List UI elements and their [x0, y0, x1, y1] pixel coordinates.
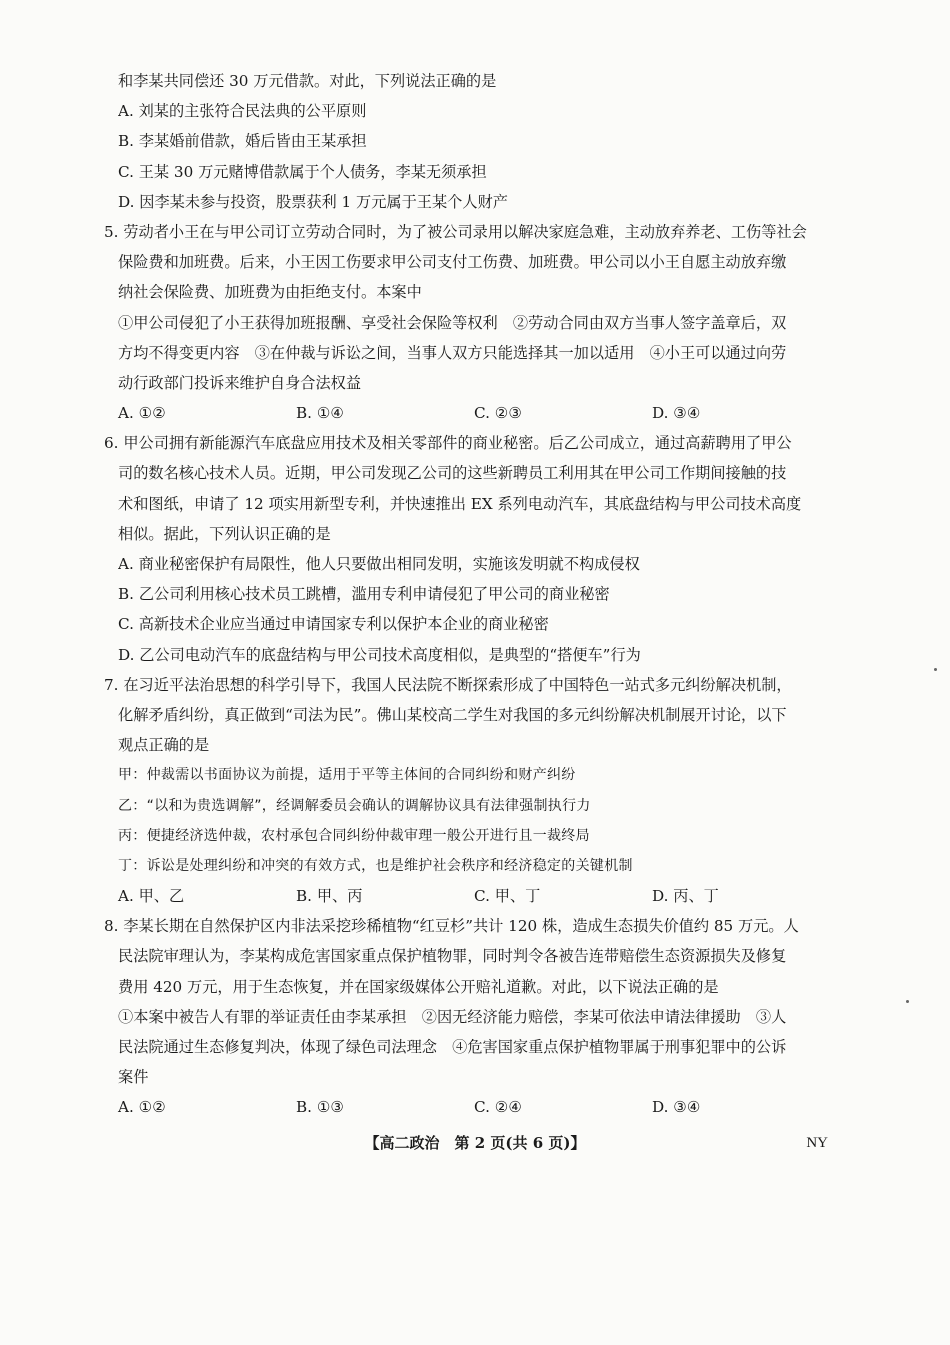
question-5: 5. 劳动者小王在与甲公司订立劳动合同时，为了被公司录用以解决家庭急难，主动放弃养老、工伤等社会 [104, 222, 807, 241]
text-line: 保险费和加班费。后来，小王因工伤要求甲公司支付工伤费、加班费。甲公司以小王自愿主动放弃缴 [118, 253, 787, 272]
option-d: D. 丙、丁 [652, 887, 719, 906]
option-b: B. ①③ [296, 1098, 345, 1117]
option-c: C. ②④ [474, 1098, 522, 1117]
page-content [104, 66, 830, 1123]
page-number: 【高二政治 第 2 页(共 6 页)】 [364, 1134, 586, 1152]
option-a: A. 商业秘密保护有局限性，他人只要做出相同发明，实施该发明就不构成侵权 [118, 555, 640, 573]
scan-speck [906, 1000, 909, 1003]
text-line: 和李某共同偿还 30 万元借款。对此，下列说法正确的是 [118, 72, 497, 90]
text-line: 纳社会保险费、加班费为由拒绝支付。本案中 [118, 283, 422, 302]
statement-line: 民法院通过生态修复判决，体现了绿色司法理念 ④危害国家重点保护植物罪属于刑事犯罪中的公诉 [118, 1038, 787, 1056]
footer-code: NY [806, 1135, 828, 1151]
option-c: C. 高新技术企业应当通过申请国家专利以保护本企业的商业秘密 [118, 615, 549, 634]
option-b: B. 甲、丙 [296, 887, 363, 906]
statement-line: 案件 [118, 1068, 149, 1087]
viewpoint-jia: 甲：仲裁需以书面协议为前提，适用于平等主体间的合同纠纷和财产纠纷 [118, 767, 576, 784]
question-5-options [118, 398, 830, 428]
text-line: 观点正确的是 [118, 736, 210, 755]
option-b: B. 乙公司利用核心技术员工跳槽，滥用专利申请侵犯了甲公司的商业秘密 [118, 585, 610, 604]
text-line: 民法院审理认为，李某构成危害国家重点保护植物罪，同时判令各被告连带赔偿生态资源损失及修复 [118, 947, 787, 966]
option-c: C. 甲、丁 [474, 887, 541, 906]
option-d: D. ③④ [652, 1098, 701, 1117]
page-footer [0, 1131, 950, 1155]
scan-speck [934, 668, 937, 671]
question-7-options [118, 881, 830, 911]
option-b: B. ①④ [296, 404, 345, 423]
option-d: D. 乙公司电动汽车的底盘结构与甲公司技术高度相似，是典型的“搭便车”行为 [118, 645, 641, 664]
question-8: 8. 李某长期在自然保护区内非法采挖珍稀植物“红豆杉”共计 120 株，造成生态损失价值约 85 万元。人 [104, 917, 799, 936]
text-line: 费用 420 万元，用于生态恢复，并在国家级媒体公开赔礼道歉。对此，以下说法正确的是 [118, 977, 719, 996]
option-b: B. 李某婚前借款，婚后皆由王某承担 [118, 132, 367, 151]
option-a: A. 刘某的主张符合民法典的公平原则 [118, 102, 367, 121]
viewpoint-yi: 乙：“以和为贵选调解”，经调解委员会确认的调解协议具有法律强制执行力 [118, 797, 591, 814]
option-a: A. 甲、乙 [118, 887, 185, 906]
statement-line: ①本案中被告人有罪的举证责任由李某承担 ②因无经济能力赔偿，李某可依法申请法律援助 ③人 [118, 1007, 787, 1026]
statement-line: ①甲公司侵犯了小王获得加班报酬、享受社会保险等权利 ②劳动合同由双方当事人签字盖章后，双 [118, 313, 787, 332]
viewpoint-bing: 丙：便捷经济选仲裁，农村承包合同纠纷仲裁审理一般公开进行且一裁终局 [118, 827, 590, 844]
text-line: 司的数名核心技术人员。近期，甲公司发现乙公司的这些新聘员工利用其在甲公司工作期间接触的技 [118, 464, 787, 483]
option-d: D. 因李某未参与投资，股票获利 1 万元属于王某个人财产 [118, 192, 508, 211]
option-d: D. ③④ [652, 404, 701, 423]
question-8-options [118, 1092, 830, 1122]
option-c: C. ②③ [474, 404, 522, 423]
statement-line: 方均不得变更内容 ③在仲裁与诉讼之间，当事人双方只能选择其一加以适用 ④小王可以通过向劳 [118, 343, 787, 362]
text-line: 术和图纸，申请了 12 项实用新型专利，并快速推出 EX 系列电动汽车，其底盘结构与甲公司技术高度 [118, 494, 802, 513]
option-a: A. ①② [118, 1098, 166, 1117]
option-a: A. ①② [118, 404, 166, 423]
text-line: 化解矛盾纠纷，真正做到“司法为民”。佛山某校高二学生对我国的多元纠纷解决机制展开讨论，以下 [118, 705, 787, 724]
text-line: 相似。据此，下列认识正确的是 [118, 524, 331, 543]
statement-line: 动行政部门投诉来维护自身合法权益 [118, 373, 361, 392]
option-c: C. 王某 30 万元赌博借款属于个人债务，李某无须承担 [118, 162, 487, 181]
question-7: 7. 在习近平法治思想的科学引导下，我国人民法院不断探索形成了中国特色一站式多元纠纷解决机制， [104, 675, 792, 694]
question-6: 6. 甲公司拥有新能源汽车底盘应用技术及相关零部件的商业秘密。后乙公司成立，通过高薪聘用了甲公 [104, 434, 792, 453]
viewpoint-ding: 丁：诉讼是处理纠纷和冲突的有效方式，也是维护社会秩序和经济稳定的关键机制 [118, 857, 633, 874]
